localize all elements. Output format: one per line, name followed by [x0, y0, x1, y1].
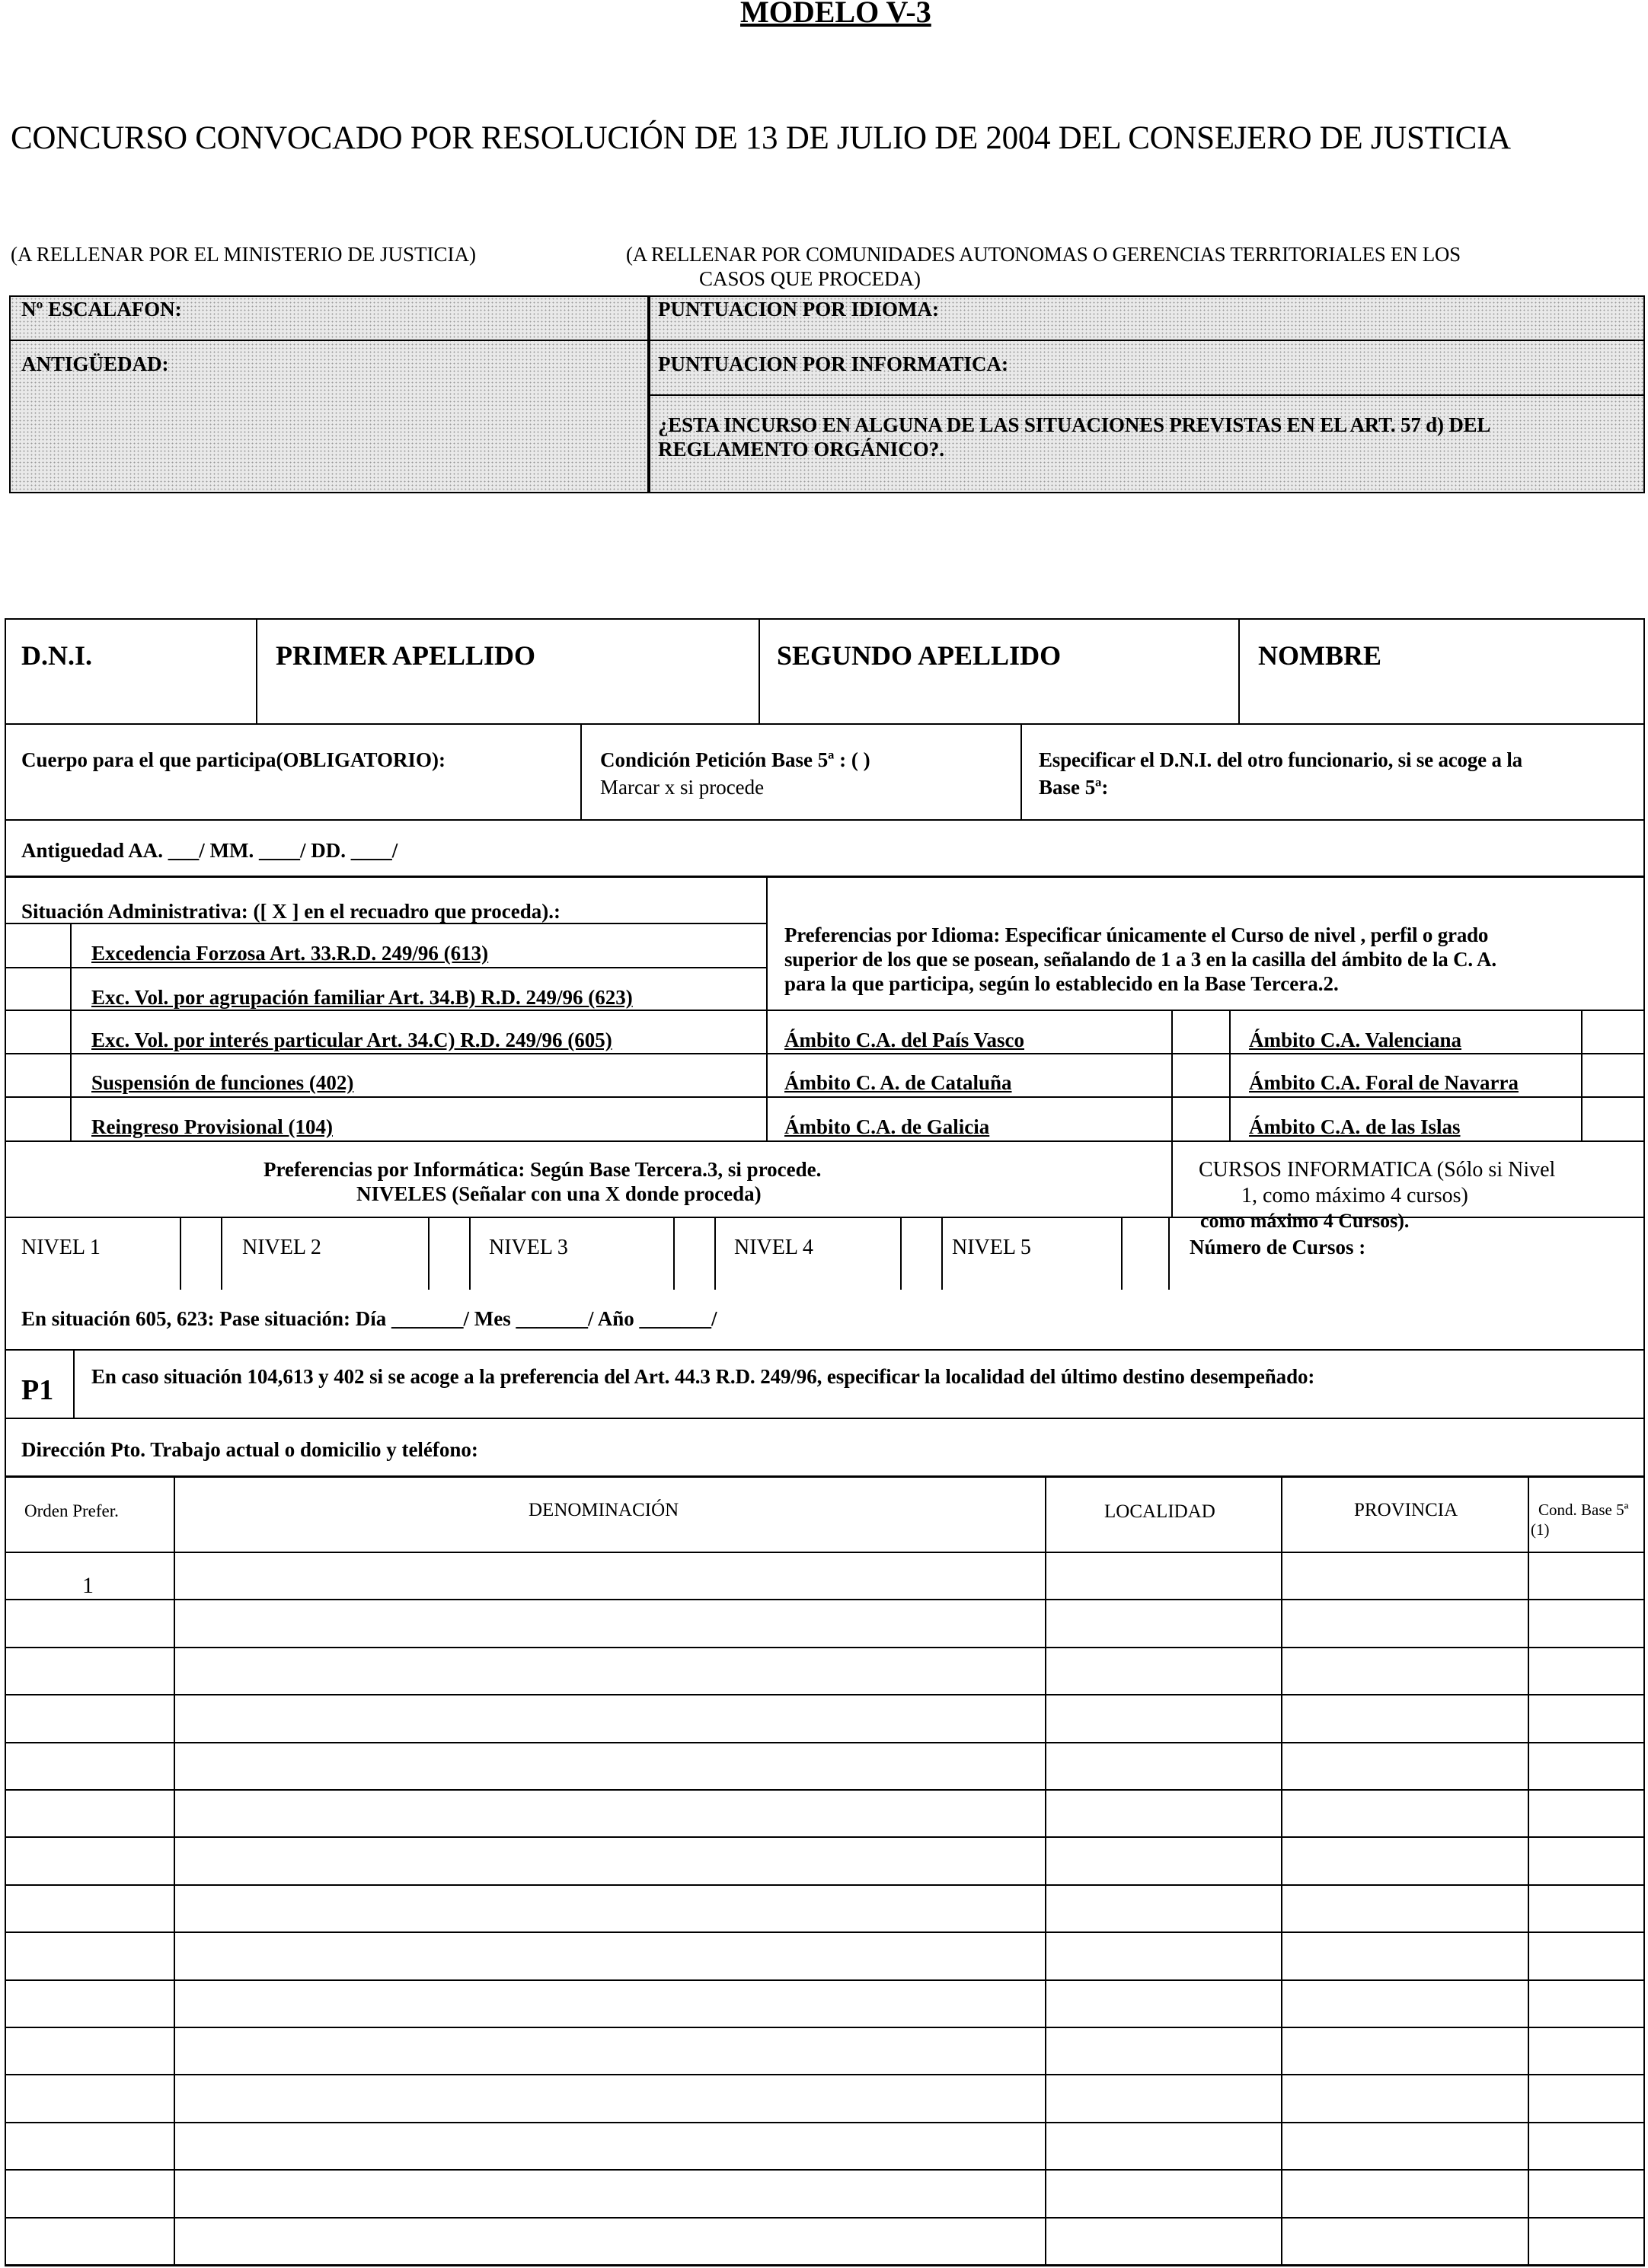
- cell-provincia[interactable]: [1284, 1933, 1525, 1977]
- ambito-pais-vasco: Ámbito C.A. del País Vasco: [784, 1029, 1025, 1051]
- situacion-heading: Situación Administrativa: ([ X ] en el recuadro que proceda).:: [21, 900, 561, 923]
- ambito-cataluna: Ámbito C. A. de Cataluña: [784, 1071, 1012, 1094]
- regional-note: (A RELLENAR POR COMUNIDADES AUTONOMAS O GERENCIAS TERRITORIALES EN LOS: [626, 243, 1461, 266]
- cell-cond-base5[interactable]: [1531, 1743, 1642, 1788]
- cell-denominacion[interactable]: [177, 2028, 1042, 2072]
- cell-cond-base5[interactable]: [1531, 1553, 1642, 1597]
- nivel-4-checkbox[interactable]: [903, 1221, 940, 1287]
- cell-orden[interactable]: [8, 2028, 171, 2072]
- nivel-1-checkbox[interactable]: [183, 1221, 219, 1287]
- nivel-3-checkbox[interactable]: [676, 1221, 713, 1287]
- cell-orden[interactable]: [8, 1838, 171, 1882]
- cell-provincia[interactable]: [1284, 2028, 1525, 2072]
- cell-orden[interactable]: [8, 2075, 171, 2120]
- direccion-field[interactable]: [579, 1434, 1637, 1465]
- col-denominacion: DENOMINACIÓN: [529, 1500, 679, 1520]
- cell-localidad[interactable]: [1048, 2171, 1278, 2215]
- idioma-pref-text-2: superior de los que se posean, señalando de 1 a 3 en la casilla del ámbito de la C. A.: [784, 948, 1496, 971]
- cell-cond-base5[interactable]: [1531, 1791, 1642, 1835]
- cell-provincia[interactable]: [1284, 2123, 1525, 2168]
- col-cond-base5: Cond. Base 5ª: [1538, 1501, 1629, 1519]
- col-localidad: LOCALIDAD: [1104, 1501, 1215, 1522]
- dni-label: D.N.I.: [21, 640, 93, 671]
- cell-provincia[interactable]: [1284, 1838, 1525, 1882]
- table-row: [0, 2171, 1648, 2215]
- condicion-hint: Marcar x si procede: [600, 776, 765, 799]
- situacion-item-613: Excedencia Forzosa Art. 33.R.D. 249/96 (613): [91, 942, 489, 965]
- primer-apellido-label: PRIMER APELLIDO: [276, 640, 536, 671]
- first-order-number: 1: [82, 1573, 94, 1598]
- cell-orden[interactable]: [8, 1648, 171, 1692]
- nivel-2-checkbox[interactable]: [431, 1221, 468, 1287]
- cell-cond-base5[interactable]: [1531, 1933, 1642, 1977]
- cell-denominacion[interactable]: [177, 1791, 1042, 1835]
- cell-cond-base5[interactable]: [1531, 2219, 1642, 2263]
- antiguedad-line: Antiguedad AA. ___/ MM. ____/ DD. ____/: [21, 839, 398, 862]
- situacion-item-104: Reingreso Provisional (104): [91, 1115, 333, 1138]
- col-orden-prefer: Orden Prefer.: [24, 1501, 119, 1520]
- table-row: [0, 2028, 1648, 2072]
- especificar-dni-label: Especificar el D.N.I. del otro funcionario, si se acoge a la: [1039, 748, 1522, 771]
- cell-cond-base5[interactable]: [1531, 1695, 1642, 1740]
- cell-provincia[interactable]: [1284, 1981, 1525, 2025]
- cell-orden[interactable]: [8, 1743, 171, 1788]
- antiguedad-label: ANTIGÜEDAD:: [21, 352, 169, 375]
- cell-localidad[interactable]: [1048, 1981, 1278, 2025]
- cell-denominacion[interactable]: [177, 1838, 1042, 1882]
- ambito-pais-vasco-field[interactable]: [1177, 1016, 1223, 1048]
- situacion-checkbox-605[interactable]: [15, 1017, 61, 1048]
- ambito-galicia-field[interactable]: [1177, 1102, 1223, 1134]
- cell-provincia[interactable]: [1284, 1600, 1525, 1644]
- cell-provincia[interactable]: [1284, 1743, 1525, 1788]
- especificar-dni-label-cont: Base 5ª:: [1039, 776, 1109, 799]
- cell-cond-base5[interactable]: [1531, 2028, 1642, 2072]
- ambito-navarra: Ámbito C.A. Foral de Navarra: [1249, 1071, 1519, 1094]
- idioma-score-label: PUNTUACION POR IDIOMA:: [658, 298, 939, 321]
- cell-orden[interactable]: [8, 2123, 171, 2168]
- cuerpo-label: Cuerpo para el que participa(OBLIGATORIO):: [21, 748, 446, 771]
- cell-cond-base5[interactable]: [1531, 1981, 1642, 2025]
- cell-localidad[interactable]: [1048, 1600, 1278, 1644]
- cell-provincia[interactable]: [1284, 1886, 1525, 1930]
- cell-cond-base5[interactable]: [1531, 1886, 1642, 1930]
- cell-orden[interactable]: [8, 1600, 171, 1644]
- nombre-label: NOMBRE: [1258, 640, 1381, 671]
- cursos-informatica-subtitle: 1, como máximo 4 cursos): [1241, 1184, 1468, 1207]
- situacion-item-402: Suspensión de funciones (402): [91, 1071, 354, 1094]
- cell-denominacion[interactable]: [177, 1600, 1042, 1644]
- cell-cond-base5[interactable]: [1531, 1838, 1642, 1882]
- cell-orden[interactable]: [8, 2171, 171, 2215]
- direccion-label: Dirección Pto. Trabajo actual o domicilio y teléfono:: [21, 1438, 478, 1461]
- cursos-informatica-note: como máximo 4 Cursos).: [1200, 1210, 1410, 1232]
- ministry-note: (A RELLENAR POR EL MINISTERIO DE JUSTICIA): [11, 243, 476, 266]
- col-cond-base5-note: (1): [1531, 1520, 1550, 1539]
- ambito-galicia: Ámbito C.A. de Galicia: [784, 1115, 990, 1138]
- numero-cursos-field[interactable]: [1401, 1233, 1630, 1264]
- table-row: [0, 1886, 1648, 1930]
- table-row: [0, 2075, 1648, 2120]
- cell-orden[interactable]: [8, 1791, 171, 1835]
- cell-localidad[interactable]: [1048, 1838, 1278, 1882]
- cell-orden[interactable]: [8, 2219, 171, 2263]
- cell-orden[interactable]: [8, 1981, 171, 2025]
- table-row: [0, 2219, 1648, 2263]
- cell-cond-base5[interactable]: [1531, 2123, 1642, 2168]
- cell-localidad[interactable]: [1048, 1695, 1278, 1740]
- situacion-item-605: Exc. Vol. por interés particular Art. 34.C) R.D. 249/96 (605): [91, 1029, 612, 1051]
- table-row: [0, 1695, 1648, 1740]
- ministry-box: [9, 295, 649, 493]
- art57-question: ¿ESTA INCURSO EN ALGUNA DE LAS SITUACIONES PREVISTAS EN EL ART. 57 d) DEL: [658, 413, 1491, 436]
- ambito-navarra-field[interactable]: [1587, 1059, 1633, 1091]
- situacion-item-623: Exc. Vol. por agrupación familiar Art. 34.B) R.D. 249/96 (623): [91, 986, 633, 1009]
- table-row: [0, 1743, 1648, 1788]
- nivel-4-label: NIVEL 4: [734, 1236, 813, 1259]
- cell-cond-base5[interactable]: [1531, 1648, 1642, 1692]
- cell-denominacion[interactable]: [177, 1981, 1042, 2025]
- cell-localidad[interactable]: [1048, 2219, 1278, 2263]
- model-label: MODELO V-3: [740, 0, 931, 29]
- cell-orden[interactable]: [8, 1933, 171, 1977]
- cell-orden[interactable]: [8, 1886, 171, 1930]
- informatica-pref-text: Preferencias por Informática: Según Base Tercera.3, si procede.: [263, 1158, 822, 1181]
- pase-situacion-line: En situación 605, 623: Pase situación: Día _______/ Mes _______/ Año _______/: [21, 1307, 717, 1330]
- table-row: [0, 1553, 1648, 1597]
- cell-denominacion[interactable]: [177, 1695, 1042, 1740]
- cell-localidad[interactable]: [1048, 1743, 1278, 1788]
- cell-provincia[interactable]: [1284, 1695, 1525, 1740]
- cell-cond-base5[interactable]: [1531, 2075, 1642, 2120]
- cell-localidad[interactable]: [1048, 1791, 1278, 1835]
- regional-note-cont: CASOS QUE PROCEDA): [699, 267, 921, 290]
- situacion-checkbox-623[interactable]: [15, 975, 61, 1005]
- cell-provincia[interactable]: [1284, 1648, 1525, 1692]
- idioma-pref-text-3: para la que participa, según lo establecido en la Base Tercera.2.: [784, 972, 1339, 995]
- informatica-niveles-text: NIVELES (Señalar con una X donde proceda): [356, 1182, 762, 1205]
- dni-field[interactable]: [30, 678, 244, 716]
- table-row: [0, 1933, 1648, 1977]
- cell-provincia[interactable]: [1284, 1791, 1525, 1835]
- idioma-pref-text: Preferencias por Idioma: Especificar únicamente el Curso de nivel , perfil o grado: [784, 923, 1489, 946]
- situacion-checkbox-613[interactable]: [15, 930, 61, 961]
- nivel-5-label: NIVEL 5: [952, 1236, 1031, 1259]
- cell-denominacion[interactable]: [177, 1553, 1042, 1597]
- cell-localidad[interactable]: [1048, 2075, 1278, 2120]
- situacion-checkbox-104[interactable]: [15, 1104, 61, 1134]
- cell-denominacion[interactable]: [177, 2219, 1042, 2263]
- cell-provincia[interactable]: [1284, 2171, 1525, 2215]
- cell-orden[interactable]: [8, 1695, 171, 1740]
- nivel-2-label: NIVEL 2: [242, 1236, 321, 1259]
- cell-denominacion[interactable]: [177, 2171, 1042, 2215]
- cell-cond-base5[interactable]: [1531, 1600, 1642, 1644]
- cell-localidad[interactable]: [1048, 1933, 1278, 1977]
- table-row-divider: [5, 2264, 1645, 2266]
- cell-provincia[interactable]: [1284, 1553, 1525, 1597]
- cell-provincia[interactable]: [1284, 2075, 1525, 2120]
- condicion-base5-checkbox[interactable]: [900, 751, 921, 774]
- ambito-cataluna-field[interactable]: [1177, 1059, 1223, 1091]
- table-row: [0, 1981, 1648, 2025]
- cell-provincia[interactable]: [1284, 2219, 1525, 2263]
- situacion-checkbox-402[interactable]: [15, 1060, 61, 1090]
- ambito-valenciana-field[interactable]: [1587, 1016, 1633, 1048]
- cell-cond-base5[interactable]: [1531, 2171, 1642, 2215]
- p1-label: P1: [21, 1374, 54, 1406]
- informatica-score-label: PUNTUACION POR INFORMATICA:: [658, 352, 1008, 375]
- table-row: [0, 1838, 1648, 1882]
- segundo-apellido-label: SEGUNDO APELLIDO: [777, 640, 1062, 671]
- escalafon-label: Nº ESCALAFON:: [21, 298, 182, 321]
- cell-denominacion[interactable]: [177, 2123, 1042, 2168]
- nivel-1-label: NIVEL 1: [21, 1236, 101, 1259]
- nombre-field[interactable]: [1249, 678, 1630, 716]
- numero-cursos-label: Número de Cursos :: [1190, 1236, 1366, 1258]
- page-title: CONCURSO CONVOCADO POR RESOLUCIÓN DE 13 DE JULIO DE 2004 DEL CONSEJERO DE JUSTICIA: [11, 120, 1511, 156]
- p1-text: En caso situación 104,613 y 402 si se acoge a la preferencia del Art. 44.3 R.D. 249/96, especificar la localidad del último destino desempeñado:: [91, 1365, 1315, 1388]
- cursos-informatica-title: CURSOS INFORMATICA (Sólo si Nivel: [1199, 1158, 1556, 1182]
- cell-denominacion[interactable]: [177, 1933, 1042, 1977]
- table-row: [0, 1648, 1648, 1692]
- cell-localidad[interactable]: [1048, 2028, 1278, 2072]
- ambito-islas: Ámbito C.A. de las Islas: [1249, 1115, 1461, 1138]
- cell-denominacion[interactable]: [177, 1743, 1042, 1788]
- cell-localidad[interactable]: [1048, 1553, 1278, 1597]
- cell-localidad[interactable]: [1048, 1886, 1278, 1930]
- table-row: [0, 1791, 1648, 1835]
- cell-localidad[interactable]: [1048, 2123, 1278, 2168]
- col-provincia: PROVINCIA: [1354, 1500, 1458, 1520]
- art57-question-cont: REGLAMENTO ORGÁNICO?.: [658, 438, 945, 461]
- cell-denominacion[interactable]: [177, 1648, 1042, 1692]
- segundo-apellido-field[interactable]: [769, 678, 1226, 716]
- primer-apellido-field[interactable]: [267, 678, 746, 716]
- ambito-islas-field[interactable]: [1587, 1102, 1633, 1134]
- cell-denominacion[interactable]: [177, 2075, 1042, 2120]
- cell-localidad[interactable]: [1048, 1648, 1278, 1692]
- table-row: [0, 2123, 1648, 2168]
- ambito-valenciana: Ámbito C.A. Valenciana: [1249, 1029, 1462, 1051]
- condicion-label: Condición Petición Base 5ª : ( ): [600, 748, 870, 771]
- nivel-3-label: NIVEL 3: [489, 1236, 568, 1259]
- table-row: [0, 1600, 1648, 1644]
- nivel-5-checkbox[interactable]: [1124, 1221, 1167, 1287]
- cell-denominacion[interactable]: [177, 1886, 1042, 1930]
